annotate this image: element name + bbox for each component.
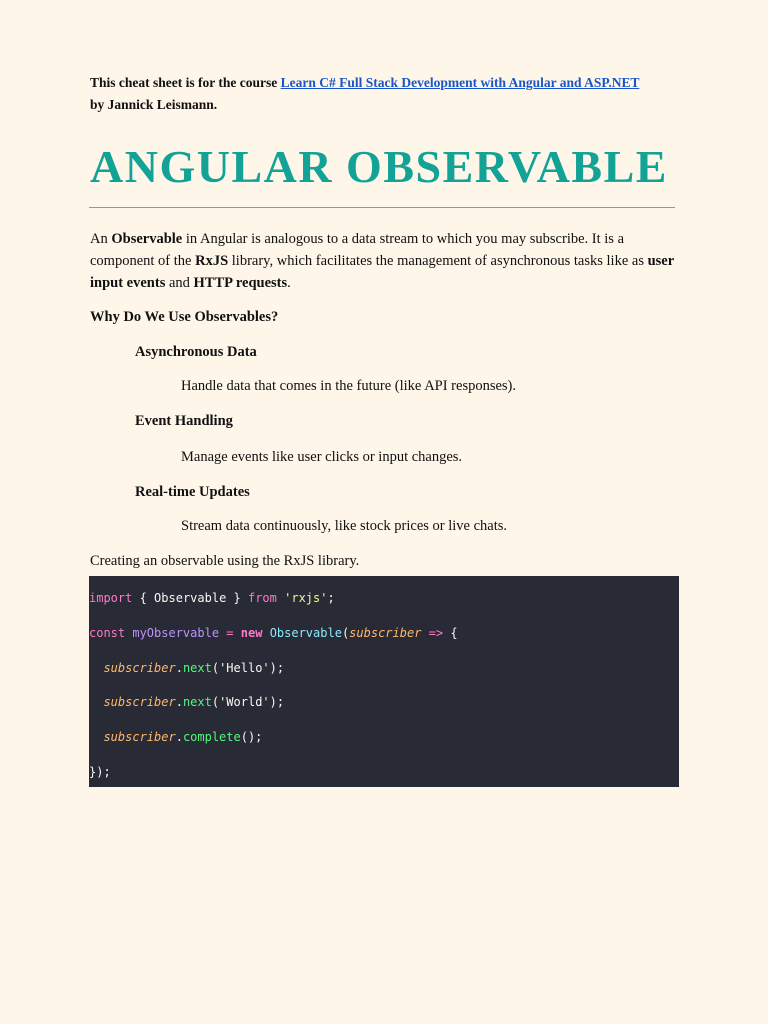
code-line <box>89 764 111 780</box>
code-token: { <box>132 591 155 605</box>
code-token: ( <box>211 661 220 675</box>
code-token: ( <box>211 695 220 709</box>
desc-bold-rxjs: RxJS <box>195 253 229 269</box>
description-paragraph <box>90 228 680 294</box>
code-token: next <box>182 661 212 675</box>
code-token: . <box>175 695 183 709</box>
code-line <box>89 625 458 641</box>
intro-note <box>90 72 650 116</box>
code-token: next <box>182 695 212 709</box>
code-token <box>262 626 269 640</box>
code-token: myObservable <box>132 626 220 640</box>
code-token: ( <box>341 626 350 640</box>
code-line <box>89 590 335 606</box>
desc-text: An <box>90 231 112 247</box>
code-token: 'World' <box>219 695 270 709</box>
code-token: ); <box>269 695 285 709</box>
code-token <box>234 626 241 640</box>
code-token: complete <box>182 730 241 744</box>
code-token: subscriber <box>349 626 422 640</box>
page-title: ANGULAR OBSERVABLE <box>90 141 668 192</box>
desc-text: in Angular is analogous to a data stream to which you may subscribe. It is a component of the <box>90 231 625 269</box>
code-token: subscriber <box>103 730 176 744</box>
intro-prefix: This cheat sheet is for the course <box>90 75 281 90</box>
code-token: } <box>226 591 248 605</box>
reason-title: Asynchronous Data <box>135 344 257 360</box>
code-token: subscriber <box>103 695 176 709</box>
code-block <box>89 576 679 787</box>
code-line <box>89 729 262 745</box>
code-token: (); <box>240 730 263 744</box>
desc-text: . <box>287 275 291 291</box>
code-token: . <box>175 730 183 744</box>
code-token: = <box>226 626 234 640</box>
course-link[interactable]: Learn C# Full Stack Development with Angular and ASP.NET <box>280 75 640 90</box>
code-token: => <box>428 626 444 640</box>
code-token: import <box>89 591 133 605</box>
desc-text: and <box>165 275 194 291</box>
code-token: Observable <box>269 626 342 640</box>
code-line <box>89 694 284 710</box>
code-token <box>89 695 103 709</box>
code-token <box>421 626 428 640</box>
why-heading: Why Do We Use Observables? <box>90 309 279 325</box>
reason-title: Real-time Updates <box>135 484 250 500</box>
code-token: const <box>89 626 126 640</box>
code-token: 'Hello' <box>219 661 270 675</box>
desc-bold-user-input: user input events <box>90 253 674 291</box>
reason-text: Handle data that comes in the future (like API responses). <box>181 378 517 394</box>
code-caption: Creating an observable using the RxJS library. <box>90 553 360 569</box>
desc-text: library, which facilitates the management of asynchronous tasks like as <box>228 253 648 269</box>
intro-suffix: by Jannick Leismann. <box>90 97 218 112</box>
code-token <box>89 661 103 675</box>
code-token: ); <box>269 661 285 675</box>
code-token: ; <box>327 591 335 605</box>
code-token: }); <box>89 765 111 779</box>
title-divider <box>89 207 675 208</box>
code-token: { <box>443 626 458 640</box>
reason-text: Stream data continuously, like stock prices or live chats. <box>181 518 508 534</box>
code-token: from <box>247 591 277 605</box>
code-token: Observable <box>154 591 227 605</box>
code-token: 'rxjs' <box>284 591 328 605</box>
desc-bold-http: HTTP requests <box>193 275 288 291</box>
reason-text: Manage events like user clicks or input changes. <box>181 449 463 465</box>
code-line <box>89 660 284 676</box>
code-token: new <box>240 626 263 640</box>
code-token <box>89 730 103 744</box>
reason-title: Event Handling <box>135 413 233 429</box>
code-token: subscriber <box>103 661 176 675</box>
desc-bold-observable: Observable <box>111 231 183 247</box>
code-token: . <box>175 661 183 675</box>
